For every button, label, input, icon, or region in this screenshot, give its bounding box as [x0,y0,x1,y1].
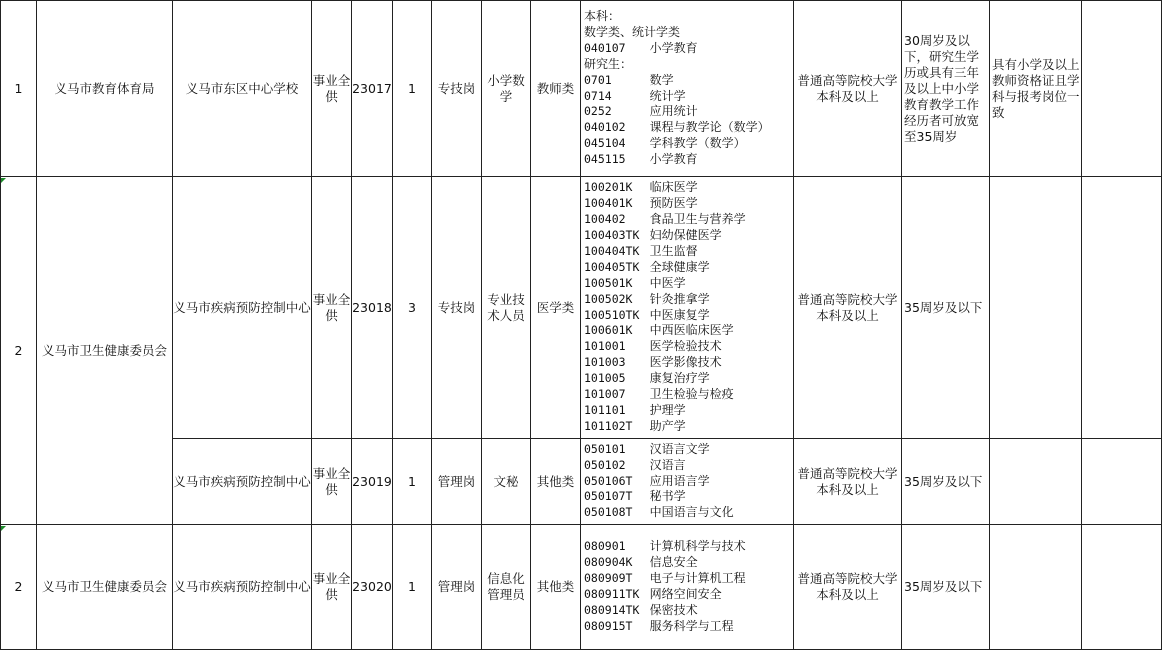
remark-cell [1082,177,1162,439]
major-name: 中国语言与文化 [642,505,734,520]
major-name: 小学教育 [642,40,698,55]
code-cell: 23019 [352,439,393,525]
major-code: 080915T [584,618,633,633]
other-cell: 具有小学及以上教师资格证且学科与报考岗位一致 [990,1,1082,177]
major-name: 中西医临床医学 [642,323,734,338]
major-name: 预防医学 [642,196,698,211]
other-cell [990,439,1082,525]
major-name: 卫生检验与检疫 [642,387,734,402]
major-code: 100401K [584,196,633,211]
major-list [584,442,793,522]
dept-cell: 义马市卫生健康委员会 [37,525,173,650]
major-line [584,136,793,152]
major-name: 中医康复学 [642,307,710,322]
major-code: 数学类、统计学类 [584,24,681,39]
cell-marker-icon [1,178,6,183]
table-row [1,439,1162,525]
major-name: 医学检验技术 [642,339,722,354]
education-cell: 普通高等院校大学本科及以上 [794,177,902,439]
post-name-cell: 专业技术人员 [482,177,531,439]
major-cell [581,439,794,525]
major-line [584,603,793,619]
major-code: 101007 [584,387,626,402]
major-name: 电子与计算机工程 [642,571,746,586]
table-row [1,1,1162,177]
major-code: 100510TK [584,307,640,322]
major-code: 080909T [584,571,633,586]
unit-cell: 义马市疾病预防控制中心 [173,525,312,650]
major-code: 100501K [584,275,633,290]
major-list [584,539,793,634]
major-line [584,489,793,505]
major-line [584,41,793,57]
major-code: 045115 [584,152,626,167]
education-cell: 普通高等院校大学本科及以上 [794,1,902,177]
major-code: 050102 [584,457,626,472]
major-line [584,323,793,339]
major-name: 护理学 [642,402,686,417]
major-code: 100601K [584,323,633,338]
major-line [584,619,793,635]
nature-cell: 事业全供 [312,525,352,650]
age-cell: 30周岁及以下，研究生学历或具有三年及以上中小学教育教学工作经历者可放宽至35周岁 [902,1,990,177]
seq-cell: 1 [1,1,37,177]
cell-marker-icon [1,526,6,531]
major-code: 101101 [584,402,626,417]
age-cell: 35周岁及以下 [902,177,990,439]
major-line [584,260,793,276]
major-line [584,276,793,292]
major-line [584,244,793,260]
major-line [584,73,793,89]
major-code: 080914TK [584,602,640,617]
post-type-cell: 管理岗 [432,525,482,650]
major-line [584,9,793,25]
major-name: 汉语言文学 [642,441,710,456]
major-code: 100502K [584,291,633,306]
nature-cell: 事业全供 [312,439,352,525]
code-cell: 23020 [352,525,393,650]
major-line [584,387,793,403]
category-cell: 教师类 [531,1,581,177]
code-cell: 23017 [352,1,393,177]
major-line [584,339,793,355]
major-name: 数学 [642,72,674,87]
major-line [584,120,793,136]
remark-cell [1082,525,1162,650]
major-code: 0252 [584,104,612,119]
major-code: 100402 [584,212,626,227]
count-cell: 1 [393,525,432,650]
major-line [584,403,793,419]
major-name: 学科教学（数学） [642,136,746,151]
major-line [584,419,793,435]
major-line [584,196,793,212]
count-cell: 1 [393,439,432,525]
table-row [1,525,1162,650]
major-name: 应用统计 [642,104,698,119]
major-code: 100403TK [584,227,640,242]
age-cell: 35周岁及以下 [902,439,990,525]
major-line [584,104,793,120]
major-line [584,442,793,458]
major-name: 全球健康学 [642,259,710,274]
major-line [584,25,793,41]
major-name: 课程与教学论（数学） [642,120,770,135]
major-line [584,57,793,73]
major-code: 101001 [584,339,626,354]
education-cell: 普通高等院校大学本科及以上 [794,525,902,650]
major-code: 080904K [584,555,633,570]
major-line [584,212,793,228]
major-line [584,571,793,587]
other-cell [990,177,1082,439]
post-type-cell: 管理岗 [432,439,482,525]
major-name: 应用语言学 [642,473,710,488]
major-name: 医学影像技术 [642,355,722,370]
major-code: 100201K [584,180,633,195]
major-name: 针灸推拿学 [642,291,710,306]
major-line [584,539,793,555]
major-line [584,152,793,168]
major-name: 中医学 [642,275,686,290]
major-line [584,505,793,521]
seq-cell: 2 [1,525,37,650]
major-line [584,555,793,571]
count-cell: 1 [393,1,432,177]
major-list [584,9,793,168]
major-code: 040102 [584,120,626,135]
major-name: 卫生监督 [642,243,698,258]
major-name: 汉语言 [642,457,686,472]
category-cell: 其他类 [531,439,581,525]
dept-cell: 义马市卫生健康委员会 [37,177,173,525]
major-line [584,474,793,490]
education-cell: 普通高等院校大学本科及以上 [794,439,902,525]
major-cell [581,525,794,650]
nature-cell: 事业全供 [312,177,352,439]
major-code: 100405TK [584,259,640,274]
age-cell: 35周岁及以下 [902,525,990,650]
major-list [584,180,793,435]
major-code: 040107 [584,40,626,55]
remark-cell [1082,1,1162,177]
unit-cell: 义马市疾病预防控制中心 [173,439,312,525]
major-name: 小学教育 [642,152,698,167]
category-cell: 其他类 [531,525,581,650]
major-line [584,458,793,474]
major-code: 101102T [584,418,633,433]
count-cell: 3 [393,177,432,439]
post-type-cell: 专技岗 [432,177,482,439]
major-cell [581,1,794,177]
dept-cell: 义马市教育体育局 [37,1,173,177]
major-name: 服务科学与工程 [642,618,734,633]
major-code: 050106T [584,473,633,488]
major-line [584,228,793,244]
major-code: 100404TK [584,243,640,258]
major-code: 045104 [584,136,626,151]
code-cell: 23018 [352,177,393,439]
major-code: 本科： [584,8,621,23]
major-code: 050107T [584,489,633,504]
major-code: 101003 [584,355,626,370]
major-name: 信息安全 [642,555,698,570]
major-name: 助产学 [642,418,686,433]
major-name: 食品卫生与营养学 [642,212,746,227]
post-name-cell: 文秘 [482,439,531,525]
major-code: 研究生： [584,56,633,71]
major-line [584,89,793,105]
major-name: 统计学 [642,88,686,103]
major-line [584,587,793,603]
major-code: 050101 [584,441,626,456]
major-code: 101005 [584,371,626,386]
major-code: 080901 [584,539,626,554]
major-name: 网络空间安全 [642,587,722,601]
other-cell [990,525,1082,650]
major-line [584,180,793,196]
table-row [1,177,1162,439]
major-code: 0701 [584,72,612,87]
major-name: 秘书学 [642,489,686,504]
major-name: 计算机科学与技术 [642,539,746,554]
category-cell: 医学类 [531,177,581,439]
unit-cell: 义马市疾病预防控制中心 [173,177,312,439]
major-cell [581,177,794,439]
major-code: 050108T [584,505,633,520]
seq-cell: 2 [1,177,37,525]
major-line [584,371,793,387]
major-name: 保密技术 [642,602,698,617]
remark-cell [1082,439,1162,525]
major-name: 康复治疗学 [642,371,710,386]
post-name-cell: 小学数学 [482,1,531,177]
post-type-cell: 专技岗 [432,1,482,177]
major-line [584,308,793,324]
nature-cell: 事业全供 [312,1,352,177]
major-name: 妇幼保健医学 [642,227,722,242]
major-code: 080911TK [584,587,640,601]
major-code: 0714 [584,88,612,103]
major-name: 临床医学 [642,180,698,195]
major-line [584,292,793,308]
post-name-cell: 信息化管理员 [482,525,531,650]
major-line [584,355,793,371]
unit-cell: 义马市东区中心学校 [173,1,312,177]
